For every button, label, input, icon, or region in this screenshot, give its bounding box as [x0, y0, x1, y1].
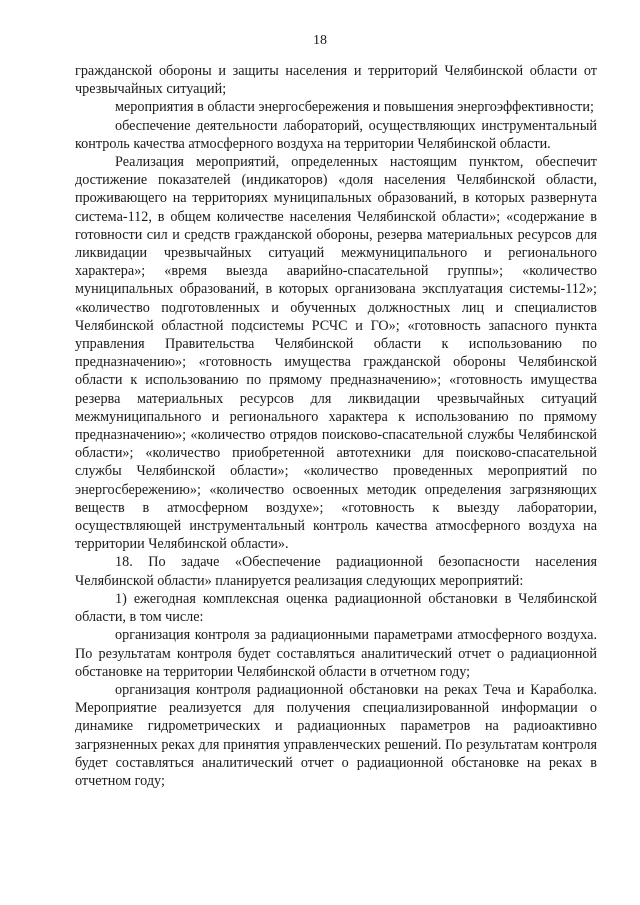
paragraph: организация контроля за радиационными параметрами атмосферного воздуха. По результатам контроля будет составляться аналитический отчет о радиационной обстановке на территории Челябинской области в отчетном году; — [75, 627, 597, 680]
paragraph: 18. По задаче «Обеспечение радиационной безопасности населения Челябинской области» планируется реализация следующих мероприятий: — [75, 554, 597, 589]
page-number: 18 — [313, 33, 327, 48]
paragraph: 1) ежегодная комплексная оценка радиационной обстановки в Челябинской области, в том числе: — [75, 590, 597, 626]
document-body — [75, 62, 597, 790]
paragraph: гражданской обороны и защиты населения и территорий Челябинской области от чрезвычайных ситуаций; — [75, 63, 597, 98]
paragraph: Реализация мероприятий, определенных настоящим пунктом, обеспечит достижение показателей (индикаторов) «доля населения Челябинской области, проживающего на территориях муниципальных образований, в которых развернута система-112, в общем количестве населения Челябинской области»; «содержание в готовности сил и средств гражданской обороны, резерва материальных ресурсов для ликвидации чрезвычайных ситуаций межмуниципального и регионального характера»; «время выезда аварийно-спасательной группы»; «количество муниципальных образований, в которых организована эксплуатация системы-112»; «количество подготовленных и обученных должностных лиц и специалистов Челябинской областной подсистемы РСЧС и ГО»; «готовность запасного пункта управления Правительства Челябинской области к использованию по предназначению»; «готовность имущества гражданской обороны Челябинской области к использованию по прямому предназначению»; «готовность имущества резерва материальных ресурсов для ликвидации чрезвычайных ситуаций межмуниципального и регионального характера к использованию по прямому предназначению»; «количество отрядов поисково-спасательной службы Челябинской области»; «количество приобретенной автотехники для поисково-спасательной службы Челябинской области»; «количество проведенных мероприятий по энергосбережению»; «количество освоенных методик определения загрязняющих веществ в атмосферном воздухе»; «готовность к выезду лаборатории, осуществляющей инструментальный контроль качества атмосферного воздуха на территории Челябинской области». — [75, 154, 597, 553]
paragraph: организация контроля радиационной обстановки на реках Теча и Караболка. Мероприятие реализуется для получения специализированной информации о динамике гидрометрических и радиационных параметров на радиоактивно загрязненных реках для принятия управленческих решений. По результатам контроля будет составляться аналитический отчет о радиационной обстановке на реках в отчетном году; — [75, 681, 597, 789]
paragraph: мероприятия в области энергосбережения и повышения энергоэффективности; — [115, 99, 594, 116]
paragraph: обеспечение деятельности лабораторий, осуществляющих инструментальный контроль качества атмосферного воздуха на территории Челябинской области. — [75, 117, 597, 152]
